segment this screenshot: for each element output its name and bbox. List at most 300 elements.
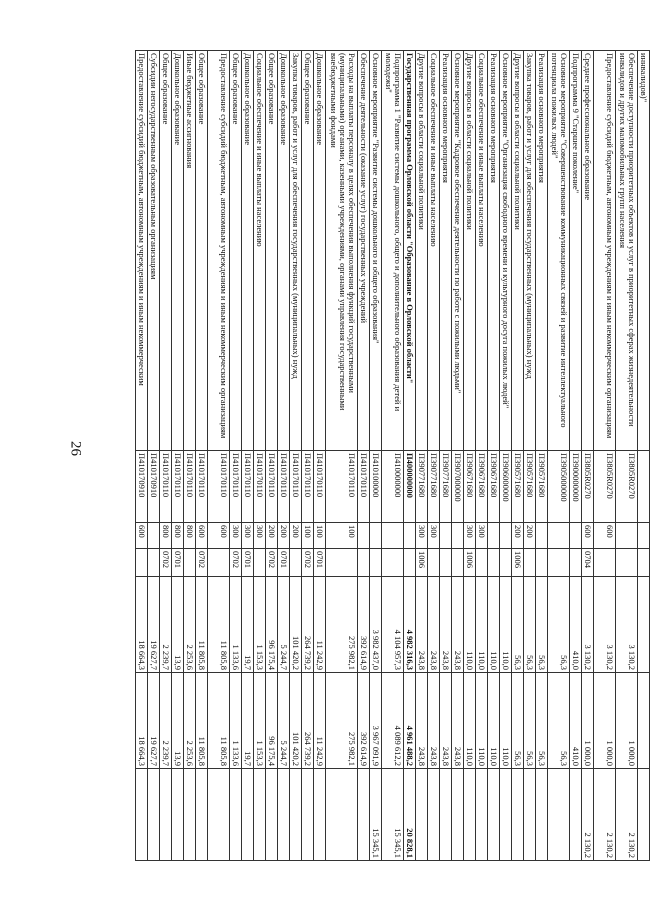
target-article-code-cell: П410170110 [314, 451, 326, 523]
section-code-cell [488, 549, 500, 577]
amount-3-cell: 15 345,1 [370, 769, 382, 861]
total-amount-cell: 96 175,4 [266, 577, 278, 673]
row-name-cell: Дошкольное образование [242, 51, 254, 451]
total-amount-cell: 11 242,9 [314, 577, 326, 673]
amount-2-cell: 56,3 [536, 673, 548, 769]
expense-type-cell: 600 [582, 523, 594, 549]
expense-type-cell [452, 523, 464, 549]
table-row [326, 51, 358, 861]
target-article-code-cell: П410170910 [136, 451, 148, 523]
total-amount-cell: 2 253,6 [184, 577, 196, 673]
total-amount-cell: 264 739,2 [302, 577, 314, 673]
expense-type-cell: 600 [594, 523, 616, 549]
amount-2-cell: 101 420,2 [290, 673, 302, 769]
section-code-cell: 1006 [512, 549, 524, 577]
table-row [184, 51, 196, 861]
amount-2-cell: 19,7 [242, 673, 254, 769]
amount-3-cell [464, 769, 476, 861]
amount-3-cell [500, 769, 512, 861]
section-code-cell [428, 549, 440, 577]
row-name-cell: Иные бюджетные ассигнования [184, 51, 196, 451]
table-row [616, 51, 638, 861]
amount-3-cell [290, 769, 302, 861]
expense-type-cell: 200 [266, 523, 278, 549]
expense-type-cell [548, 523, 570, 549]
amount-2-cell: 1 000,0 [582, 673, 594, 769]
amount-2-cell: 410,0 [570, 673, 582, 769]
table-row [370, 51, 382, 861]
row-name-cell: Закупка товаров, работ и услуг для обеспечения государственных (муниципальных) нужд [524, 51, 536, 451]
target-article-code-cell: П410000000 [382, 451, 404, 523]
expense-type-cell [536, 523, 548, 549]
target-article-code-cell: П410170110 [278, 451, 290, 523]
row-name-cell: Социальное обеспечение и иные выплаты населению [254, 51, 266, 451]
amount-3-cell [172, 769, 184, 861]
table-row [524, 51, 536, 861]
table-row [242, 51, 254, 861]
table-row [314, 51, 326, 861]
target-article-code-cell: П410170110 [172, 451, 184, 523]
amount-2-cell: 4 961 488,2 [404, 673, 416, 769]
amount-2-cell: 392 614,9 [358, 673, 370, 769]
amount-3-cell [160, 769, 172, 861]
total-amount-cell: 19,7 [242, 577, 254, 673]
amount-3-cell [148, 769, 160, 861]
amount-2-cell: 1 000,0 [594, 673, 616, 769]
amount-3-cell [136, 769, 148, 861]
expense-type-cell: 300 [476, 523, 488, 549]
amount-3-cell [266, 769, 278, 861]
row-name-cell: Обеспечение деятельности (оказание услуг) государственных учреждений [358, 51, 370, 451]
amount-3-cell [326, 769, 358, 861]
total-amount-cell: 56,3 [548, 577, 570, 673]
amount-2-cell: 243,8 [440, 673, 452, 769]
amount-2-cell: 110,0 [488, 673, 500, 769]
target-article-code-cell: П400000000 [404, 451, 416, 523]
expense-type-cell [148, 523, 160, 549]
table-row [536, 51, 548, 861]
amount-2-cell: 13,9 [172, 673, 184, 769]
section-code-cell: 1006 [416, 549, 428, 577]
table-row [500, 51, 512, 861]
table-row [208, 51, 230, 861]
amount-3-cell [196, 769, 208, 861]
section-code-cell [536, 549, 548, 577]
table-row [548, 51, 570, 861]
expense-type-cell: 200 [512, 523, 524, 549]
amount-2-cell: 243,8 [452, 673, 464, 769]
total-amount-cell [638, 577, 650, 673]
target-article-code-cell: П410170110 [160, 451, 172, 523]
row-name-cell: Обеспечение доступности приоритетных объектов и услуг в приоритетных сферах жизнедеятельности инвалидов и других маломобильных групп населения [616, 51, 638, 451]
target-article-code-cell: П3900000000 [570, 451, 582, 523]
amount-2-cell: 56,3 [512, 673, 524, 769]
row-name-cell: Общее образование [302, 51, 314, 451]
amount-2-cell: 110,0 [464, 673, 476, 769]
target-article-code-cell: П410170110 [196, 451, 208, 523]
row-name-cell: Реализация основного мероприятия [440, 51, 452, 451]
row-name-cell: Предоставление субсидий бюджетным, автономным учреждениям и иным некоммерческим [136, 51, 148, 451]
row-name-cell: Социальное обеспечение и иные выплаты населению [428, 51, 440, 451]
amount-2-cell: 4 089 612,2 [382, 673, 404, 769]
section-code-cell: 0702 [196, 549, 208, 577]
amount-3-cell: 20 828,1 [404, 769, 416, 861]
row-name-cell: Реализация основного мероприятия [536, 51, 548, 451]
amount-2-cell: 1 133,6 [230, 673, 242, 769]
table-row [464, 51, 476, 861]
row-name-cell: Дошкольное образование [172, 51, 184, 451]
amount-3-cell [254, 769, 266, 861]
total-amount-cell: 101 420,2 [290, 577, 302, 673]
row-name-cell: Дошкольное образование [314, 51, 326, 451]
amount-3-cell [536, 769, 548, 861]
section-code-cell: 0704 [582, 549, 594, 577]
amount-3-cell: 15 345,1 [382, 769, 404, 861]
amount-2-cell: 5 244,7 [278, 673, 290, 769]
table-row [512, 51, 524, 861]
amount-2-cell: 264 739,2 [302, 673, 314, 769]
section-code-cell [290, 549, 302, 577]
expense-type-cell: 300 [230, 523, 242, 549]
target-article-code-cell: П3805R0270 [582, 451, 594, 523]
amount-2-cell: 243,8 [428, 673, 440, 769]
target-article-code-cell: П390771680 [416, 451, 428, 523]
page-number: 26 [67, 441, 84, 456]
amount-3-cell [548, 769, 570, 861]
amount-2-cell: 243,8 [416, 673, 428, 769]
total-amount-cell: 19 627,7 [148, 577, 160, 673]
expense-type-cell: 100 [314, 523, 326, 549]
section-code-cell [524, 549, 536, 577]
row-name-cell: Предоставление субсидий бюджетным, автономным учреждениям и иным некоммерческим организациям [208, 51, 230, 451]
section-code-cell: 0701 [172, 549, 184, 577]
expense-type-cell: 600 [208, 523, 230, 549]
expense-type-cell [440, 523, 452, 549]
section-code-cell [208, 549, 230, 577]
table-row [570, 51, 582, 861]
section-code-cell [136, 549, 148, 577]
budget-table-body [136, 51, 650, 861]
expense-type-cell [370, 523, 382, 549]
target-article-code-cell: П3805R0270 [594, 451, 616, 523]
amount-2-cell: 11 805,8 [208, 673, 230, 769]
section-code-cell [570, 549, 582, 577]
total-amount-cell: 392 614,9 [358, 577, 370, 673]
total-amount-cell: 410,0 [570, 577, 582, 673]
total-amount-cell: 275 982,1 [326, 577, 358, 673]
table-row [440, 51, 452, 861]
section-code-cell [254, 549, 266, 577]
section-code-cell [382, 549, 404, 577]
amount-2-cell: 110,0 [476, 673, 488, 769]
amount-2-cell: 56,3 [548, 673, 570, 769]
target-article-code-cell: П410170110 [358, 451, 370, 523]
total-amount-cell: 3 982 437,0 [370, 577, 382, 673]
expense-type-cell: 200 [290, 523, 302, 549]
amount-2-cell [638, 673, 650, 769]
amount-3-cell [242, 769, 254, 861]
table-row [254, 51, 266, 861]
budget-table [135, 50, 650, 861]
row-name-cell: иннвалидов)" [638, 51, 650, 451]
row-name-cell: Дошкольное образование [278, 51, 290, 451]
table-row [404, 51, 416, 861]
expense-type-cell: 600 [136, 523, 148, 549]
total-amount-cell: 110,0 [464, 577, 476, 673]
rotated-table-container [90, 50, 650, 860]
amount-2-cell: 11 805,8 [196, 673, 208, 769]
target-article-code-cell: П410170110 [208, 451, 230, 523]
section-code-cell: 0701 [278, 549, 290, 577]
table-row [196, 51, 208, 861]
expense-type-cell [382, 523, 404, 549]
amount-3-cell [638, 769, 650, 861]
total-amount-cell: 3 130,2 [582, 577, 594, 673]
row-name-cell: Основное мероприятие "Кадровое обеспечение деятельности по работе с пожилыми людьми" [452, 51, 464, 451]
total-amount-cell: 4 982 316,3 [404, 577, 416, 673]
expense-type-cell [500, 523, 512, 549]
total-amount-cell: 4 104 957,3 [382, 577, 404, 673]
target-article-code-cell: П410100000 [370, 451, 382, 523]
total-amount-cell: 1 133,6 [230, 577, 242, 673]
row-name-cell: Общее образование [230, 51, 242, 451]
total-amount-cell: 56,3 [512, 577, 524, 673]
row-name-cell: Подпрограмма 9 "Старшее поколение" [570, 51, 582, 451]
amount-3-cell [452, 769, 464, 861]
target-article-code-cell: П410170110 [184, 451, 196, 523]
amount-2-cell: 275 982,1 [326, 673, 358, 769]
row-name-cell: Предоставление субсидий бюджетным, автономным учреждениям и иным некоммерческим организациям [594, 51, 616, 451]
row-name-cell: Основное мероприятие "Организация свободного времени и культурного досуга пожилых людей" [500, 51, 512, 451]
expense-type-cell: 300 [428, 523, 440, 549]
table-row [290, 51, 302, 861]
expense-type-cell: 200 [278, 523, 290, 549]
section-code-cell [440, 549, 452, 577]
table-row [160, 51, 172, 861]
target-article-code-cell: П390671680 [476, 451, 488, 523]
amount-3-cell [570, 769, 582, 861]
total-amount-cell: 11 805,8 [208, 577, 230, 673]
amount-2-cell: 1 000,0 [616, 673, 638, 769]
expense-type-cell: 100 [302, 523, 314, 549]
amount-3-cell [314, 769, 326, 861]
target-article-code-cell [638, 451, 650, 523]
table-row [358, 51, 370, 861]
expense-type-cell [570, 523, 582, 549]
total-amount-cell: 110,0 [476, 577, 488, 673]
row-name-cell: Государственная программа Орловской области "Образование в Орловской области" [404, 51, 416, 451]
amount-3-cell [358, 769, 370, 861]
target-article-code-cell: П410170110 [326, 451, 358, 523]
row-name-cell: Общее образование [266, 51, 278, 451]
expense-type-cell [616, 523, 638, 549]
target-article-code-cell: П3906000000 [500, 451, 512, 523]
total-amount-cell: 2 239,7 [160, 577, 172, 673]
amount-2-cell: 18 664,3 [136, 673, 148, 769]
total-amount-cell: 13,9 [172, 577, 184, 673]
target-article-code-cell: П390571680 [512, 451, 524, 523]
amount-3-cell [440, 769, 452, 861]
target-article-code-cell: П410170910 [148, 451, 160, 523]
table-row [638, 51, 650, 861]
target-article-code-cell: П390671680 [488, 451, 500, 523]
total-amount-cell: 243,8 [416, 577, 428, 673]
target-article-code-cell: П390671680 [464, 451, 476, 523]
row-name-cell: Расходы на выплаты персоналу в целях обеспечения выполнения функций государственными (муниципальными) органами, казенными учреждениями, органами управления государственными внебюджетными фондами [326, 51, 358, 451]
row-name-cell: Общее образование [196, 51, 208, 451]
section-code-cell: 0701 [242, 549, 254, 577]
amount-3-cell [184, 769, 196, 861]
row-name-cell: Другие вопросы в области социальной политики [416, 51, 428, 451]
section-code-cell [404, 549, 416, 577]
row-name-cell: Реализация основного мероприятия [488, 51, 500, 451]
table-row [148, 51, 160, 861]
target-article-code-cell: П3805R0270 [616, 451, 638, 523]
target-article-code-cell: П390771680 [428, 451, 440, 523]
row-name-cell: Среднее профессиональное образование [582, 51, 594, 451]
section-code-cell: 0701 [314, 549, 326, 577]
table-row [302, 51, 314, 861]
table-row [488, 51, 500, 861]
expense-type-cell [404, 523, 416, 549]
section-code-cell: 0702 [302, 549, 314, 577]
row-name-cell: Социальное обеспечение и иные выплаты населению [476, 51, 488, 451]
target-article-code-cell: П390771680 [440, 451, 452, 523]
amount-3-cell [416, 769, 428, 861]
total-amount-cell: 110,0 [500, 577, 512, 673]
amount-3-cell: 2 130,2 [616, 769, 638, 861]
amount-2-cell: 2 253,6 [184, 673, 196, 769]
total-amount-cell: 3 130,2 [594, 577, 616, 673]
amount-3-cell [512, 769, 524, 861]
expense-type-cell: 800 [184, 523, 196, 549]
target-article-code-cell: П410170110 [230, 451, 242, 523]
row-name-cell: Основное мероприятие "Совершенствование коммуникационных связей и развитие интеллектуального потенциала пожилых людей" [548, 51, 570, 451]
amount-3-cell [208, 769, 230, 861]
amount-2-cell: 96 175,4 [266, 673, 278, 769]
target-article-code-cell: П410170110 [254, 451, 266, 523]
table-row [452, 51, 464, 861]
total-amount-cell: 56,3 [536, 577, 548, 673]
target-article-code-cell: П390571680 [536, 451, 548, 523]
table-row [230, 51, 242, 861]
expense-type-cell [358, 523, 370, 549]
expense-type-cell: 100 [326, 523, 358, 549]
section-code-cell [148, 549, 160, 577]
section-code-cell: 0702 [266, 549, 278, 577]
table-row [582, 51, 594, 861]
row-name-cell: Закупка товаров, работ и услуг для обеспечения государственных (муниципальных) нужд [290, 51, 302, 451]
total-amount-cell: 243,8 [452, 577, 464, 673]
section-code-cell [548, 549, 570, 577]
table-row [172, 51, 184, 861]
total-amount-cell: 3 130,2 [616, 577, 638, 673]
expense-type-cell: 800 [160, 523, 172, 549]
section-code-cell [594, 549, 616, 577]
section-code-cell [358, 549, 370, 577]
total-amount-cell: 243,8 [428, 577, 440, 673]
section-code-cell [370, 549, 382, 577]
amount-3-cell [524, 769, 536, 861]
table-row [476, 51, 488, 861]
target-article-code-cell: П410170110 [266, 451, 278, 523]
amount-2-cell: 11 242,9 [314, 673, 326, 769]
expense-type-cell: 300 [242, 523, 254, 549]
section-code-cell [476, 549, 488, 577]
total-amount-cell: 11 805,8 [196, 577, 208, 673]
target-article-code-cell: П410170110 [290, 451, 302, 523]
section-code-cell [500, 549, 512, 577]
amount-2-cell: 1 153,3 [254, 673, 266, 769]
expense-type-cell [488, 523, 500, 549]
section-code-cell: 1006 [464, 549, 476, 577]
expense-type-cell: 800 [172, 523, 184, 549]
amount-3-cell: 2 130,2 [594, 769, 616, 861]
row-name-cell: Субсидии негосударственным образовательным организациям [148, 51, 160, 451]
section-code-cell: 0702 [230, 549, 242, 577]
target-article-code-cell: П410170110 [242, 451, 254, 523]
expense-type-cell: 300 [464, 523, 476, 549]
target-article-code-cell: П3907000000 [452, 451, 464, 523]
amount-3-cell: 2 130,2 [582, 769, 594, 861]
total-amount-cell: 243,8 [440, 577, 452, 673]
table-row [278, 51, 290, 861]
amount-2-cell: 110,0 [500, 673, 512, 769]
target-article-code-cell: П3905000000 [548, 451, 570, 523]
row-name-cell: Другие вопросы в области социальной политики [464, 51, 476, 451]
expense-type-cell: 300 [254, 523, 266, 549]
amount-3-cell [230, 769, 242, 861]
section-code-cell [184, 549, 196, 577]
table-row [136, 51, 148, 861]
section-code-cell: 0702 [160, 549, 172, 577]
amount-3-cell [302, 769, 314, 861]
total-amount-cell: 5 244,7 [278, 577, 290, 673]
table-row [266, 51, 278, 861]
section-code-cell [452, 549, 464, 577]
row-name-cell: Основное мероприятие "Развитие системы дошкольного и общего образования" [370, 51, 382, 451]
table-row [594, 51, 616, 861]
expense-type-cell: 600 [196, 523, 208, 549]
amount-2-cell: 19 627,7 [148, 673, 160, 769]
expense-type-cell: 200 [524, 523, 536, 549]
amount-2-cell: 2 239,7 [160, 673, 172, 769]
section-code-cell [326, 549, 358, 577]
table-row [428, 51, 440, 861]
amount-3-cell [278, 769, 290, 861]
expense-type-cell [638, 523, 650, 549]
total-amount-cell: 18 664,3 [136, 577, 148, 673]
row-name-cell: Общее образование [160, 51, 172, 451]
section-code-cell [616, 549, 638, 577]
total-amount-cell: 110,0 [488, 577, 500, 673]
amount-3-cell [428, 769, 440, 861]
table-row [416, 51, 428, 861]
target-article-code-cell: П410170110 [302, 451, 314, 523]
amount-3-cell [476, 769, 488, 861]
total-amount-cell: 56,3 [524, 577, 536, 673]
row-name-cell: Другие вопросы в области социальной политики [512, 51, 524, 451]
amount-2-cell: 3 967 091,9 [370, 673, 382, 769]
section-code-cell [638, 549, 650, 577]
target-article-code-cell: П390571680 [524, 451, 536, 523]
row-name-cell: Подпрограмма 1 "Развитие системы дошкольного, общего и дополнительного образования детей и молодежи" [382, 51, 404, 451]
table-row [382, 51, 404, 861]
amount-2-cell: 56,3 [524, 673, 536, 769]
amount-3-cell [488, 769, 500, 861]
total-amount-cell: 1 153,3 [254, 577, 266, 673]
expense-type-cell: 300 [416, 523, 428, 549]
